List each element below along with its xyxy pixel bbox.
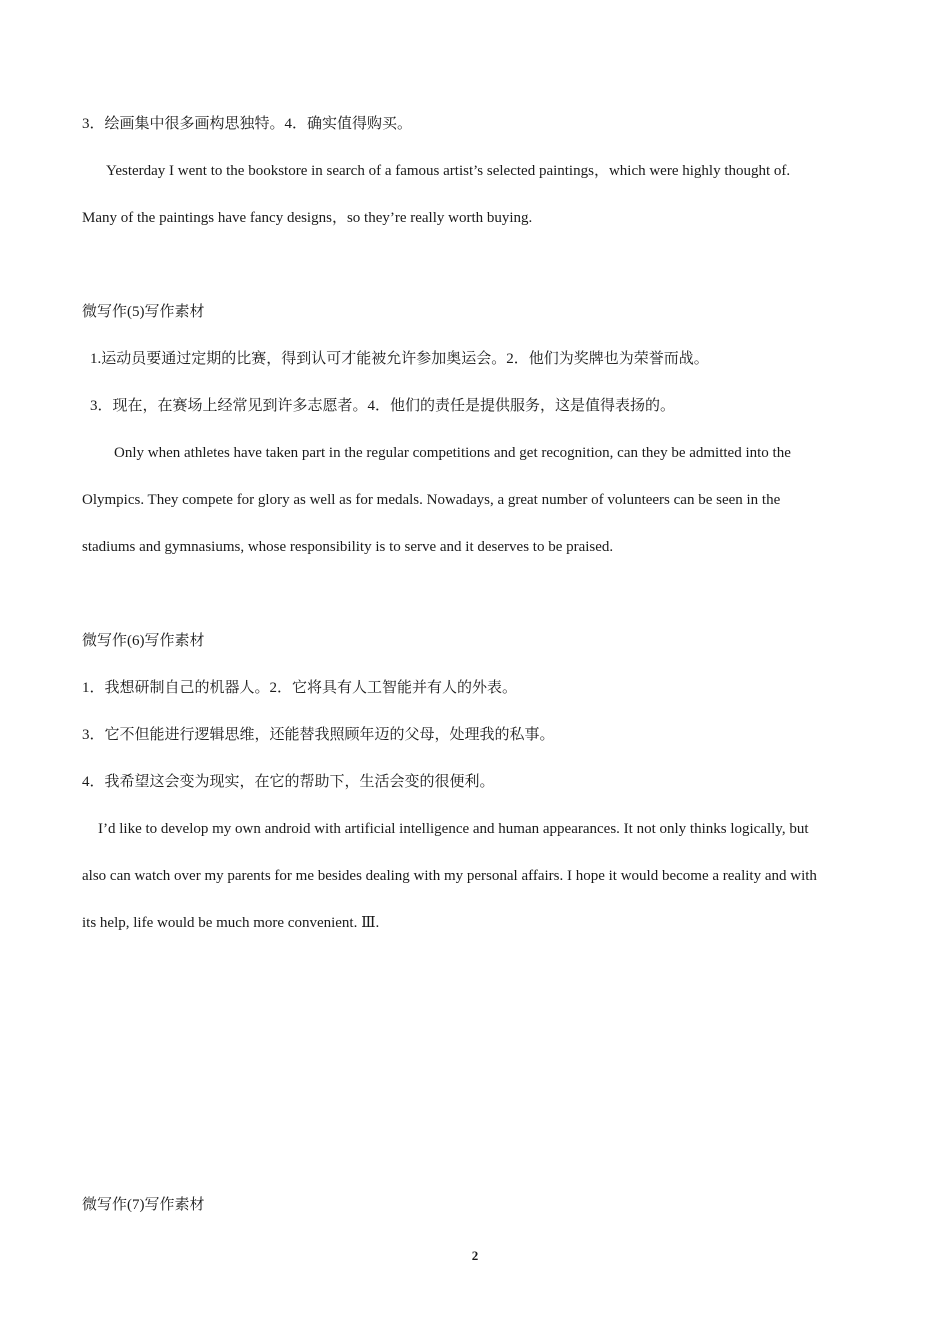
paragraph-line: I’d like to develop my own android with artificial intelligence and human appearances. It not only thinks logically, but	[98, 821, 809, 837]
paragraph-line: 4．我希望这会变为现实，在它的帮助下，生活会变的很便利。	[82, 774, 495, 790]
paragraph-line: Many of the paintings have fancy designs，so they’re really worth buying.	[82, 210, 533, 226]
paragraph-line: Olympics. They compete for glory as well as for medals. Nowadays, a great number of volunteers can be seen in the	[82, 492, 781, 508]
paragraph-line: stadiums and gymnasiums, whose responsibility is to serve and it deserves to be praised.	[82, 539, 614, 555]
page-number: 2	[471, 1248, 479, 1263]
paragraph-line: Yesterday I went to the bookstore in search of a famous artist’s selected paintings，which were highly thought of.	[106, 163, 791, 179]
paragraph-line: also can watch over my parents for me besides dealing with my personal affairs. I hope it would become a reality and with	[82, 868, 817, 884]
paragraph-line: Only when athletes have taken part in the regular competitions and get recognition, can they be admitted into the	[114, 445, 791, 461]
paragraph-line: 3．现在，在赛场上经常见到许多志愿者。4．他们的责任是提供服务，这是值得表扬的。	[90, 398, 676, 414]
paragraph-line: 3．绘画集中很多画构思独特。4．确实值得购买。	[82, 116, 413, 132]
section-heading: 微写作(6)写作素材	[82, 633, 205, 649]
section-heading: 微写作(7)写作素材	[82, 1197, 205, 1213]
paragraph-line: 3．它不但能进行逻辑思维，还能替我照顾年迈的父母，处理我的私事。	[82, 727, 555, 743]
paragraph-line: 1.运动员要通过定期的比赛，得到认可才能被允许参加奥运会。2．他们为奖牌也为荣誉而战。	[90, 351, 709, 367]
section-heading: 微写作(5)写作素材	[82, 304, 205, 320]
paragraph-line: its help, life would be much more convenient. Ⅲ.	[82, 915, 380, 931]
paragraph-line: 1．我想研制自己的机器人。2．它将具有人工智能并有人的外表。	[82, 680, 518, 696]
